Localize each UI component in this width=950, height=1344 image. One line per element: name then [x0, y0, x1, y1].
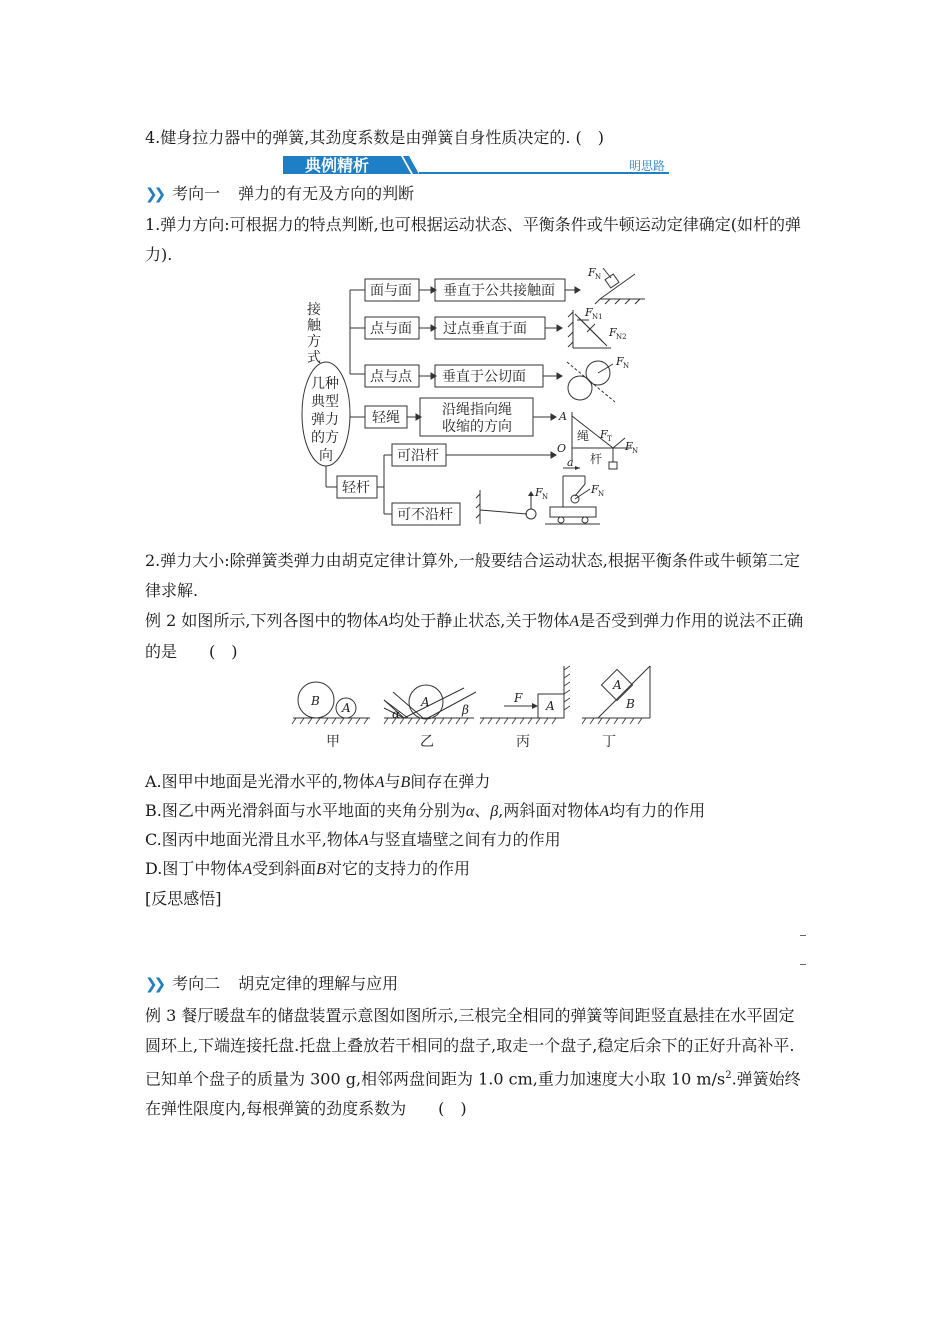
item-4-text: 4.健身拉力器中的弹簧,其劲度系数是由弹簧自身性质决定的. — [145, 128, 571, 147]
svg-text:触: 触 — [307, 318, 321, 334]
svg-text:A: A — [559, 410, 567, 423]
option-a: A.图甲中地面是光滑水平的,物体A与B间存在弹力 — [145, 772, 491, 791]
section-1-heading — [145, 184, 414, 204]
svg-text:沿绳指向绳: 沿绳指向绳 — [442, 402, 512, 418]
rod-label: 轻杆 — [342, 480, 370, 496]
point-2 — [145, 546, 810, 606]
svg-text:O: O — [557, 442, 567, 455]
example-2-text: 例 2 如图所示,下列各图中的物体A均处于静止状态,关于物体A是否受到弹力作用的说法不正确的是 ( ) — [145, 611, 804, 661]
item-4-blank: ( ) — [575, 128, 605, 147]
svg-text:几种: 几种 — [311, 376, 339, 392]
svg-text:F: F — [588, 266, 596, 279]
svg-text:A: A — [546, 699, 555, 713]
svg-text:F: F — [514, 691, 523, 705]
chevron-icon: ❯❯ — [145, 975, 163, 993]
item-4 — [145, 128, 604, 148]
svg-text:F: F — [609, 326, 617, 339]
divider-mark — [800, 935, 806, 936]
svg-text:的方: 的方 — [311, 430, 339, 446]
svg-text:绳: 绳 — [577, 429, 590, 443]
point-1 — [145, 210, 810, 270]
svg-text:β: β — [462, 703, 469, 717]
example-2-blank: ( ) — [209, 642, 238, 661]
example-2-figure — [288, 662, 660, 754]
svg-text:T: T — [607, 435, 612, 443]
row-type-1: 面与面 — [370, 283, 412, 299]
svg-text:F: F — [535, 486, 543, 499]
svg-text:N: N — [632, 447, 639, 455]
option-d: D.图丁中物体A受到斜面B对它的支持力的作用 — [145, 859, 470, 878]
contact-label-1: 接 — [307, 302, 321, 318]
svg-text:F: F — [585, 306, 593, 319]
svg-text:典型: 典型 — [311, 394, 339, 410]
svg-text:A: A — [342, 701, 351, 715]
banner-title: 典例精析 — [305, 156, 370, 175]
svg-text:A: A — [613, 678, 622, 692]
section-1-subtitle: 弹力的有无及方向的判断 — [238, 184, 415, 203]
svg-text:F: F — [591, 483, 599, 496]
svg-text:N: N — [595, 273, 602, 281]
option-b: B.图乙中两光滑斜面与水平地面的夹角分别为α、β,两斜面对物体A均有力的作用 — [145, 801, 706, 820]
svg-text:式: 式 — [307, 350, 321, 366]
rod-row-2: 可不沿杆 — [397, 507, 453, 523]
svg-text:F: F — [600, 428, 608, 441]
svg-text:N1: N1 — [592, 313, 603, 321]
point-1-text: 1.弹力方向:可根据力的特点判断,也可根据运动状态、平衡条件或牛顿运动定律确定(如杆的弹力). — [145, 215, 801, 264]
svg-text:收缩的方向: 收缩的方向 — [442, 419, 512, 435]
rod-row-1: 可沿杆 — [397, 448, 439, 464]
section-1-title: 考向一 — [172, 184, 221, 203]
svg-text:N2: N2 — [616, 333, 627, 341]
svg-text:N: N — [598, 490, 605, 498]
svg-text:B: B — [311, 694, 320, 708]
figure-label-2: 乙 — [420, 734, 434, 750]
svg-text:F: F — [625, 440, 633, 453]
example-3-blank: ( ) — [438, 1099, 467, 1119]
figure-label-1: 甲 — [326, 734, 340, 750]
rod-picture — [476, 476, 600, 524]
section-2-title: 考向二 — [172, 974, 221, 993]
section-2-subtitle: 胡克定律的理解与应用 — [238, 974, 399, 993]
section-banner — [283, 154, 669, 176]
example-2 — [145, 606, 810, 667]
reflection-label: [反思感悟] — [145, 889, 222, 908]
row-rule-3: 垂直于公切面 — [442, 369, 526, 385]
surface-surface-picture — [595, 268, 645, 304]
divider-mark — [800, 964, 806, 965]
svg-text:方: 方 — [307, 334, 321, 350]
svg-text:弹力: 弹力 — [311, 412, 339, 428]
point-2-text: 2.弹力大小:除弹簧类弹力由胡克定律计算外,一般要结合运动状态,根据平衡条件或牛顿第二定律求解. — [145, 551, 800, 600]
svg-text:杆: 杆 — [590, 452, 603, 466]
row-type-3: 点与点 — [370, 369, 412, 385]
section-2-heading — [145, 974, 398, 994]
svg-text:N: N — [623, 362, 630, 370]
row-type-4: 轻绳 — [372, 410, 400, 426]
svg-text:向: 向 — [319, 448, 333, 464]
example-3 — [145, 1001, 810, 1124]
svg-text:N: N — [542, 493, 549, 501]
row-rule-2: 过点垂直于面 — [443, 321, 527, 337]
figure-label-3: 丙 — [516, 734, 530, 750]
point-point-picture — [567, 361, 615, 402]
svg-text:A: A — [421, 695, 430, 709]
figure-label-4: 丁 — [602, 734, 616, 750]
svg-text:F: F — [616, 355, 624, 368]
svg-text:α: α — [392, 707, 401, 721]
chevron-icon: ❯❯ — [145, 185, 163, 203]
svg-text:B: B — [626, 697, 635, 711]
row-rule-1: 垂直于公共接触面 — [443, 283, 555, 299]
force-direction-diagram — [295, 262, 655, 534]
banner-tag: 明思路 — [629, 159, 666, 173]
option-c: C.图丙中地面光滑且水平,物体A与竖直墙壁之间有力的作用 — [145, 830, 561, 849]
example-3-text: 例 3 餐厅暖盘车的储盘装置示意图如图所示,三根完全相同的弹簧等间距竖直悬挂在水平固定圆环上,下端连接托盘.托盘上叠放若干相同的盘子,取走一个盘子,稳定后余下的正好升高补平.已知单个盘子的质量为 300 g,相邻两盘间距为 1.0 cm,重力加速度大小取 10 $m/s^2$.弹簧始终在弹性限度内,每根弹簧的劲度系数为 ( ) — [145, 1006, 801, 1119]
row-type-2: 点与面 — [370, 321, 412, 337]
svg-text:a: a — [567, 456, 574, 469]
